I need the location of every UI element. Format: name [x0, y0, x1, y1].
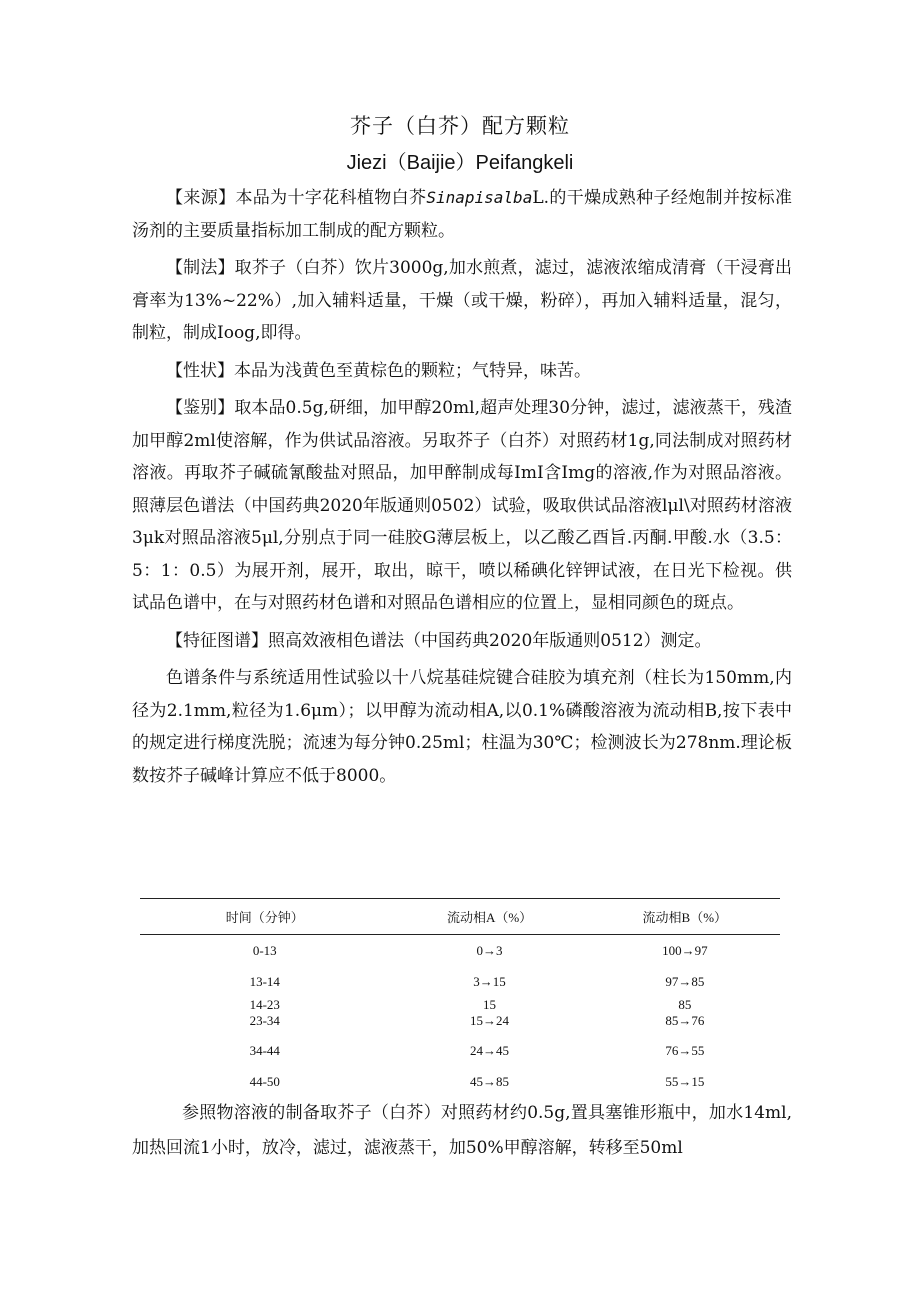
- monograph-body: [132, 182, 792, 792]
- header-phase-a: 流动相A（%）: [389, 899, 589, 935]
- heading-method: 【制法】: [166, 258, 235, 278]
- source-text-b: L.的干燥成熟种子经炮制并按标准汤剂的主要质量指标加工制成的配方颗粒。: [132, 188, 793, 241]
- cell-phase-b: 97→85: [665, 973, 705, 989]
- cell-time: 14-23: [249, 997, 280, 1012]
- cell-phase-b: 100→97: [662, 942, 708, 958]
- table-row: [140, 966, 780, 997]
- title-pinyin: Jiezi（Baijie）Peifangkeli: [346, 152, 574, 174]
- character-text: 本品为浅黄色至黄棕色的颗粒；气特异，味苦。: [234, 360, 591, 381]
- cell-phase-a: 3→15: [473, 973, 506, 989]
- cell-phase-a: 24→45: [470, 1042, 510, 1058]
- method-text: 取芥子（白芥）饮片3000g,加水煎煮，滤过，滤液浓缩成清膏（干浸膏出膏率为13%~22%）,加入辅料适量，干燥（或干燥，粉碎），再加入辅料适量，混匀，制粒，制成Ioog,即得。: [132, 258, 792, 343]
- section-fingerprint: [132, 625, 792, 658]
- cell-phase-a: 0→3: [476, 942, 503, 958]
- section-source: [132, 182, 792, 247]
- cell-time: 23-34: [249, 1013, 280, 1028]
- gradient-table: [140, 898, 780, 1097]
- heading-identification: 【鉴别】: [166, 398, 235, 418]
- table-row: [140, 1013, 780, 1035]
- cell-phase-a: 15: [483, 997, 497, 1012]
- cell-phase-b: 85: [678, 997, 692, 1012]
- cell-phase-a: 15→24: [470, 1013, 510, 1028]
- section-conditions: 色谱条件与系统适用性试验以十八烷基硅烷键合硅胶为填充剂（柱长为150mm,内径为2.1mm,粒径为1.6μm）；以甲醇为流动相A,以0.1%磷酸溶液为流动相B,按下表中的规定进行梯度洗脱；流速为每分钟0.25ml；柱温为30℃；检测波长为278nm.理论板数按芥子碱峰计算应不低于8000。: [132, 668, 792, 786]
- cell-phase-a: 45→85: [470, 1073, 510, 1089]
- table-row: [140, 1035, 780, 1066]
- cell-time: 34-44: [249, 1042, 280, 1058]
- heading-character: 【性状】: [166, 360, 234, 381]
- cell-phase-b: 85→76: [665, 1013, 705, 1028]
- section-character: [132, 355, 792, 388]
- heading-source: 【来源】: [166, 188, 236, 208]
- cell-time: 13-14: [249, 973, 280, 989]
- table-header-row: [140, 899, 780, 935]
- cell-phase-b: 55→15: [665, 1073, 705, 1089]
- header-time: 时间（分钟）: [140, 899, 389, 935]
- cell-time: 44-50: [249, 1073, 280, 1089]
- reference-text: 参照物溶液的制备取芥子（白芥）对照药材约0.5g,置具塞锥形瓶中，加水14ml,加热回流1小时，放冷，滤过，滤液蒸干，加50%甲醇溶解，转移至50ml: [132, 1103, 792, 1158]
- header-phase-b: 流动相B（%）: [590, 899, 780, 935]
- title-chinese: 芥子（白芥）配方颗粒: [350, 114, 570, 138]
- identification-text: 取本品0.5g,研细，加甲醇20ml,超声处理30分钟，滤过，滤液蒸干，残渣加甲醇2ml使溶解，作为供试品溶液。另取芥子（白芥）对照药材1g,同法制成对照药材溶液。再取芥子碱硫氰酸盐对照品，加甲醉制成每ImI含Img的溶液,作为对照品溶液。照薄层色谱法（中国药典2020年版通则0502）试验，吸取供试品溶液lμl\对照药材溶液3μk对照品溶液5μl,分别点于同一硅胶G薄层板上，以乙酸乙酉旨.丙酮.甲酸.水（3.5：5：1：0.5）为展开剂，展开，取出，晾干，喷以稀碘化锌钾试液，在日光下检视。供试品色谱中，在与对照药材色谱和对照品色谱相应的位置上，显相同颜色的斑点。: [132, 398, 793, 613]
- source-text-a: 本品为十字花科植物白芥: [235, 188, 427, 208]
- reference-solution-section: [132, 1096, 792, 1166]
- cell-phase-b: 76→55: [665, 1042, 705, 1058]
- fingerprint-text: 照高效液相色谱法（中国药典2020年版通则0512）测定。: [268, 630, 712, 651]
- section-identification: [132, 392, 792, 620]
- cell-time: 0-13: [252, 942, 277, 958]
- section-method: [132, 252, 792, 350]
- table-row: [140, 935, 780, 967]
- table-row: [140, 997, 780, 1013]
- table-row: [140, 1066, 780, 1097]
- heading-fingerprint: 【特征图谱】: [166, 630, 268, 651]
- latin-name: Sinapisalba: [426, 188, 533, 207]
